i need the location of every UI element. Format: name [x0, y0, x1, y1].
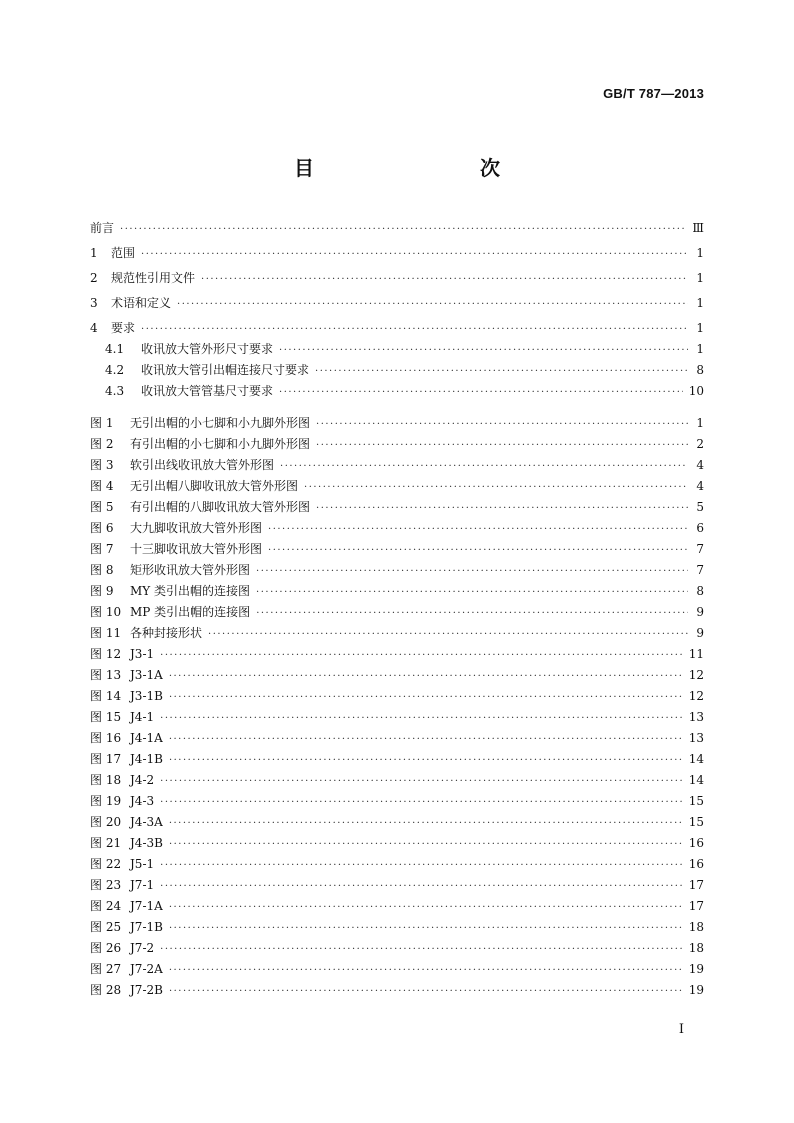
dot-leader — [316, 440, 688, 451]
toc-entry-page: 1 — [696, 342, 704, 356]
toc-entry-label: 软引出线收讯放大管外形图 — [130, 458, 275, 472]
dot-leader — [160, 797, 683, 808]
toc-entry-number: 图 13 — [90, 668, 122, 682]
dot-leader — [169, 839, 683, 850]
toc-entry-figure-4[interactable] — [90, 477, 704, 498]
toc-entry-page: 9 — [696, 605, 704, 619]
toc-entry-figure-11[interactable] — [90, 624, 704, 645]
toc-entry-page: 17 — [688, 899, 704, 913]
toc-entry-number: 4.3 — [105, 384, 125, 398]
toc-entry-figure-19[interactable] — [90, 792, 704, 813]
toc-entry-page: 7 — [696, 563, 704, 577]
toc-entry-figure-7[interactable] — [90, 540, 704, 561]
dot-leader — [160, 881, 683, 892]
toc-entry-number: 图 3 — [90, 458, 114, 472]
toc-entry-subsection-4-1[interactable] — [90, 340, 704, 361]
toc-entry-figure-2[interactable] — [90, 435, 704, 456]
toc-entry-label: J7-2 — [130, 941, 155, 955]
toc-entry-number: 图 4 — [90, 479, 114, 493]
dot-leader — [169, 986, 683, 997]
toc-entry-number: 图 20 — [90, 815, 122, 829]
toc-entry-number: 图 14 — [90, 689, 122, 703]
toc-entry-number: 图 26 — [90, 941, 122, 955]
toc-entry-page: Ⅲ — [692, 221, 704, 235]
toc-entry-number: 图 9 — [90, 584, 114, 598]
toc-entry-page: 10 — [688, 384, 704, 398]
toc-entry-figure-24[interactable] — [90, 897, 704, 918]
dot-leader — [169, 818, 683, 829]
dot-leader — [256, 566, 688, 577]
toc-entry-figure-17[interactable] — [90, 750, 704, 771]
dot-leader — [160, 776, 683, 787]
toc-entry-page: 1 — [696, 416, 704, 430]
toc-entry-label: 无引出帽八脚收讯放大管外形图 — [130, 479, 299, 493]
toc-entry-number: 2 — [90, 271, 98, 285]
toc-entry-label: MP 类引出帽的连接图 — [130, 605, 251, 619]
dot-leader — [316, 419, 688, 430]
figure-list — [90, 414, 704, 1002]
toc-entry-figure-16[interactable] — [90, 729, 704, 750]
toc-entry-page: 16 — [688, 857, 704, 871]
toc-entry-number: 4 — [90, 321, 98, 335]
toc-entry-number: 4.2 — [105, 363, 125, 377]
toc-entry-label: 矩形收讯放大管外形图 — [130, 563, 251, 577]
toc-entry-page: 12 — [688, 689, 704, 703]
dot-leader — [169, 923, 683, 934]
toc-entry-page: 11 — [688, 647, 704, 661]
toc-entry-label: J7-2A — [130, 962, 163, 976]
toc-entry-number: 图 17 — [90, 752, 122, 766]
table-of-contents — [90, 219, 704, 1002]
toc-entry-page: 15 — [688, 794, 704, 808]
toc-entry-number: 图 22 — [90, 857, 122, 871]
toc-entry-label: J4-2 — [130, 773, 155, 787]
dot-leader — [280, 461, 688, 472]
toc-entry-page: 9 — [696, 626, 704, 640]
toc-entry-number: 1 — [90, 246, 98, 260]
toc-entry-number: 图 10 — [90, 605, 122, 619]
dot-leader — [160, 944, 683, 955]
dot-leader — [169, 902, 683, 913]
toc-entry-page: 6 — [696, 521, 704, 535]
toc-entry-figure-25[interactable] — [90, 918, 704, 939]
dot-leader — [141, 249, 688, 260]
toc-entry-number: 图 12 — [90, 647, 122, 661]
toc-entry-label: 收讯放大管管基尺寸要求 — [141, 384, 274, 398]
toc-entry-page: 14 — [688, 752, 704, 766]
dot-leader — [169, 755, 683, 766]
toc-entry-number: 3 — [90, 296, 98, 310]
toc-entry-page: 19 — [688, 983, 704, 997]
toc-entry-label: J3-1 — [130, 647, 155, 661]
toc-entry-label: J4-3A — [130, 815, 163, 829]
toc-entry-section-4[interactable] — [90, 319, 704, 340]
dot-leader — [160, 860, 683, 871]
toc-entry-page: 19 — [688, 962, 704, 976]
toc-entry-page: 4 — [696, 479, 704, 493]
toc-entry-number: 图 2 — [90, 437, 114, 451]
toc-entry-label: 前言 — [90, 221, 115, 235]
toc-entry-page: 2 — [696, 437, 704, 451]
toc-entry-label: 有引出帽的八脚收讯放大管外形图 — [130, 500, 311, 514]
toc-entry-figure-5[interactable] — [90, 498, 704, 519]
toc-entry-label: 术语和定义 — [111, 296, 172, 310]
toc-entry-page: 4 — [696, 458, 704, 472]
dot-leader — [177, 299, 688, 310]
toc-entry-label: 各种封接形状 — [130, 626, 203, 640]
toc-entry-label: J7-1A — [130, 899, 163, 913]
dot-leader — [201, 274, 688, 285]
dot-leader — [169, 734, 683, 745]
toc-entry-number: 图 5 — [90, 500, 114, 514]
dot-leader — [279, 387, 683, 398]
toc-entry-number: 图 15 — [90, 710, 122, 724]
toc-entry-page: 13 — [688, 731, 704, 745]
toc-entry-figure-3[interactable] — [90, 456, 704, 477]
toc-entry-figure-20[interactable] — [90, 813, 704, 834]
dot-leader — [316, 503, 688, 514]
toc-entry-number: 图 19 — [90, 794, 122, 808]
toc-entry-number: 图 1 — [90, 416, 114, 430]
toc-entry-label: 规范性引用文件 — [111, 271, 196, 285]
toc-entry-figure-26[interactable] — [90, 939, 704, 960]
toc-entry-label: J4-1B — [130, 752, 163, 766]
toc-entry-label: 有引出帽的小七脚和小九脚外形图 — [130, 437, 311, 451]
toc-entry-number: 图 8 — [90, 563, 114, 577]
toc-entry-page: 8 — [696, 584, 704, 598]
dot-leader — [169, 965, 683, 976]
toc-entry-number: 图 21 — [90, 836, 122, 850]
toc-entry-number: 图 27 — [90, 962, 122, 976]
toc-entry-page: 7 — [696, 542, 704, 556]
dot-leader — [169, 671, 683, 682]
dot-leader — [160, 713, 683, 724]
toc-entry-label: J3-1A — [130, 668, 163, 682]
toc-entry-page: 1 — [696, 246, 704, 260]
page-number: I — [678, 1022, 684, 1037]
toc-entry-figure-22[interactable] — [90, 855, 704, 876]
dot-leader — [256, 608, 688, 619]
toc-entry-label: J7-1 — [130, 878, 155, 892]
dot-leader — [208, 629, 688, 640]
toc-entry-page: 15 — [688, 815, 704, 829]
toc-entry-label: 收讯放大管外形尺寸要求 — [141, 342, 274, 356]
toc-entry-figure-10[interactable] — [90, 603, 704, 624]
dot-leader — [304, 482, 688, 493]
dot-leader — [169, 692, 683, 703]
dot-leader — [315, 366, 688, 377]
toc-entry-foreword[interactable] — [90, 219, 704, 240]
toc-entry-number: 图 6 — [90, 521, 114, 535]
toc-entry-label: J7-2B — [130, 983, 163, 997]
toc-entry-section-1[interactable] — [90, 244, 704, 265]
toc-entry-label: 十三脚收讯放大管外形图 — [130, 542, 263, 556]
toc-entry-section-2[interactable] — [90, 269, 704, 290]
toc-entry-number: 图 7 — [90, 542, 114, 556]
toc-entry-figure-12[interactable] — [90, 645, 704, 666]
toc-entry-page: 1 — [696, 296, 704, 310]
toc-entry-page: 17 — [688, 878, 704, 892]
toc-entry-number: 图 16 — [90, 731, 122, 745]
standard-code: GB/T 787—2013 — [603, 86, 704, 101]
toc-entry-figure-8[interactable] — [90, 561, 704, 582]
dot-leader — [160, 650, 683, 661]
toc-entry-label: J4-1A — [130, 731, 163, 745]
toc-entry-figure-13[interactable] — [90, 666, 704, 687]
toc-entry-figure-28[interactable] — [90, 981, 704, 1002]
toc-entry-page: 16 — [688, 836, 704, 850]
toc-entry-page: 8 — [696, 363, 704, 377]
toc-entry-number: 图 11 — [90, 626, 122, 640]
toc-entry-figure-18[interactable] — [90, 771, 704, 792]
dot-leader — [279, 345, 688, 356]
toc-entry-page: 18 — [688, 941, 704, 955]
toc-entry-page: 5 — [696, 500, 704, 514]
toc-entry-label: J4-3 — [130, 794, 155, 808]
toc-entry-section-3[interactable] — [90, 294, 704, 315]
toc-entry-subsection-4-2[interactable] — [90, 361, 704, 382]
dot-leader — [256, 587, 688, 598]
toc-entry-label: J7-1B — [130, 920, 163, 934]
toc-entry-label: 要求 — [111, 321, 136, 335]
toc-entry-page: 1 — [696, 271, 704, 285]
toc-entry-label: J5-1 — [130, 857, 155, 871]
toc-entry-figure-14[interactable] — [90, 687, 704, 708]
dot-leader — [120, 224, 686, 235]
toc-entry-number: 图 24 — [90, 899, 122, 913]
toc-entry-label: 无引出帽的小七脚和小九脚外形图 — [130, 416, 311, 430]
toc-entry-label: J4-1 — [130, 710, 155, 724]
toc-entry-figure-6[interactable] — [90, 519, 704, 540]
toc-entry-page: 1 — [696, 321, 704, 335]
toc-entry-label: 收讯放大管引出帽连接尺寸要求 — [141, 363, 310, 377]
toc-entry-label: 范围 — [111, 246, 136, 260]
toc-entry-number: 图 25 — [90, 920, 122, 934]
toc-entry-label: J4-3B — [130, 836, 163, 850]
toc-entry-figure-27[interactable] — [90, 960, 704, 981]
toc-entry-page: 13 — [688, 710, 704, 724]
toc-entry-number: 图 18 — [90, 773, 122, 787]
toc-entry-subsection-4-3[interactable] — [90, 382, 704, 403]
toc-entry-label: 大九脚收讯放大管外形图 — [130, 521, 263, 535]
toc-entry-number: 图 23 — [90, 878, 122, 892]
dot-leader — [268, 524, 688, 535]
toc-entry-number: 4.1 — [105, 342, 125, 356]
toc-entry-figure-15[interactable] — [90, 708, 704, 729]
toc-entry-page: 18 — [688, 920, 704, 934]
toc-entry-figure-23[interactable] — [90, 876, 704, 897]
toc-entry-figure-21[interactable] — [90, 834, 704, 855]
toc-entry-page: 14 — [688, 773, 704, 787]
toc-entry-number: 图 28 — [90, 983, 122, 997]
toc-entry-figure-9[interactable] — [90, 582, 704, 603]
toc-entry-page: 12 — [688, 668, 704, 682]
page-title: 目 次 — [294, 156, 542, 180]
dot-leader — [268, 545, 688, 556]
toc-entry-figure-1[interactable] — [90, 414, 704, 435]
toc-entry-label: J3-1B — [130, 689, 163, 703]
dot-leader — [141, 324, 688, 335]
toc-entry-label: MY 类引出帽的连接图 — [130, 584, 251, 598]
